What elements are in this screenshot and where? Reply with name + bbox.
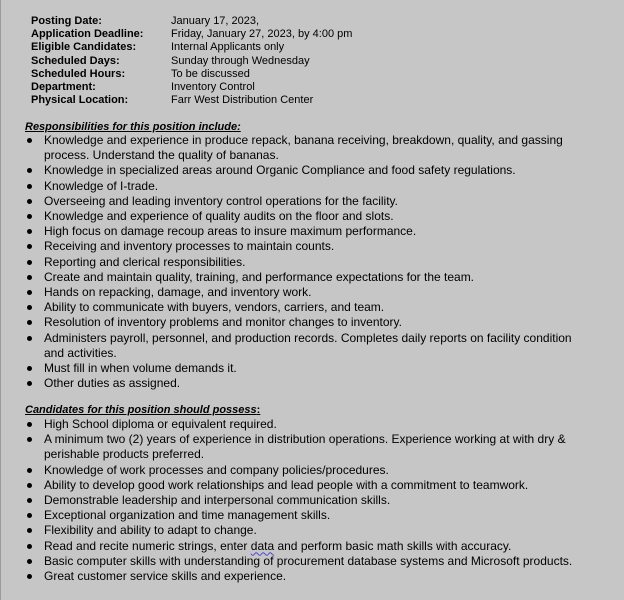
list-item: Flexibility and ability to adapt to change. xyxy=(25,523,591,538)
department-label: Department: xyxy=(31,80,96,93)
scheduled-days-value: Sunday through Wednesday xyxy=(171,54,310,67)
qualifications-heading-text: Candidates for this position should possess xyxy=(25,404,257,416)
qualifications-heading-colon: : xyxy=(256,404,261,416)
scheduled-days-row xyxy=(31,55,352,68)
department-row xyxy=(31,81,352,94)
eligible-candidates-row xyxy=(31,41,352,54)
list-item: Basic computer skills with understanding of procurement database systems and Microsoft products. xyxy=(25,554,591,569)
list-item: A minimum two (2) years of experience in distribution operations. Experience working at with dry & perishable products preferred. xyxy=(25,432,591,462)
posting-info-table xyxy=(31,15,352,107)
scheduled-hours-value: To be discussed xyxy=(171,67,250,80)
responsibilities-list xyxy=(25,133,591,391)
list-item: Administers payroll, personnel, and production records. Completes daily reports on facility condition and activities. xyxy=(25,331,591,361)
scheduled-days-label: Scheduled Days: xyxy=(31,54,120,67)
list-item: High School diploma or equivalent required. xyxy=(25,417,591,432)
application-deadline-value: Friday, January 27, 2023, by 4:00 pm xyxy=(171,28,353,41)
list-item: Other duties as assigned. xyxy=(25,376,591,391)
application-deadline-row xyxy=(31,28,352,41)
list-item: Knowledge in specialized areas around Organic Compliance and food safety regulations. xyxy=(25,163,591,178)
application-deadline-label: Application Deadline: xyxy=(31,28,144,41)
list-item: Read and recite numeric strings, enter data and perform basic math skills with accuracy. xyxy=(25,539,591,554)
list-item: Must fill in when volume demands it. xyxy=(25,361,591,376)
physical-location-value: Farr West Distribution Center xyxy=(171,94,314,107)
eligible-candidates-value: Internal Applicants only xyxy=(171,41,285,54)
physical-location-label: Physical Location: xyxy=(31,94,129,107)
physical-location-row xyxy=(31,94,352,107)
list-item: High focus on damage recoup areas to insure maximum performance. xyxy=(25,224,591,239)
list-item: Knowledge and experience of quality audits on the floor and slots. xyxy=(25,209,591,224)
list-item: Reporting and clerical responsibilities. xyxy=(25,255,591,270)
list-item: Resolution of inventory problems and monitor changes to inventory. xyxy=(25,315,591,330)
responsibilities-heading: Responsibilities for this position include: xyxy=(25,121,241,133)
list-item: Ability to develop good work relationships and lead people with a commitment to teamwork. xyxy=(25,478,591,493)
spellcheck-mark: data xyxy=(250,538,275,553)
list-item: Ability to communicate with buyers, vendors, carriers, and team. xyxy=(25,300,591,315)
list-item: Receiving and inventory processes to maintain counts. xyxy=(25,239,591,254)
posting-date-row xyxy=(31,15,352,28)
scheduled-hours-label: Scheduled Hours: xyxy=(31,67,126,80)
posting-date-value: January 17, 2023, xyxy=(171,15,260,27)
list-item: Knowledge of I-trade. xyxy=(25,179,591,194)
qualifications-list xyxy=(25,417,591,584)
list-item: Create and maintain quality, training, and performance expectations for the team. xyxy=(25,270,591,285)
list-item: Exceptional organization and time management skills. xyxy=(25,508,591,523)
eligible-candidates-label: Eligible Candidates: xyxy=(31,41,137,54)
list-item: Hands on repacking, damage, and inventory work. xyxy=(25,285,591,300)
list-item: Knowledge and experience in produce repack, banana receiving, breakdown, quality, and gassing process. Understand the quality of bananas. xyxy=(25,133,591,163)
posting-date-label: Posting Date: xyxy=(31,15,102,27)
department-value: Inventory Control xyxy=(171,80,255,93)
list-item: Overseeing and leading inventory control operations for the facility. xyxy=(25,194,591,209)
qualifications-heading xyxy=(25,404,260,416)
list-item: Great customer service skills and experience. xyxy=(25,569,591,584)
scheduled-hours-row xyxy=(31,68,352,81)
list-item: Knowledge of work processes and company policies/procedures. xyxy=(25,463,591,478)
list-item: Demonstrable leadership and interpersonal communication skills. xyxy=(25,493,591,508)
